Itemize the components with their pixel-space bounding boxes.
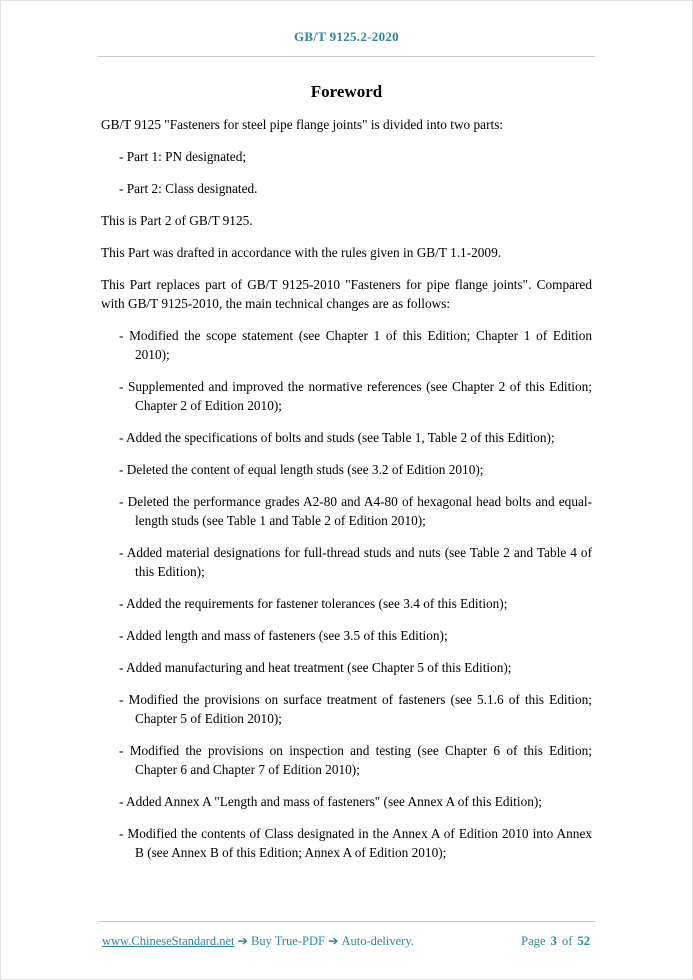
list-item: - Added the requirements for fastener tolerances (see 3.4 of this Edition); (119, 596, 508, 611)
paragraph: This Part was drafted in accordance with the rules given in GB/T 1.1-2009. (101, 245, 502, 260)
list-item: - Part 2: Class designated. (119, 181, 258, 196)
buy-true-pdf-label: Buy True-PDF (250, 934, 325, 948)
page-indicator (520, 934, 591, 949)
list-item: - Supplemented and improved the normative references (see Chapter 2 of this Edition; Chapter 2 of Edition 2010); (119, 379, 592, 413)
list-item: - Modified the contents of Class designated in the Annex A of Edition 2010 into Annex B (see Annex B of this Edition; Annex A of Edition 2010); (119, 826, 592, 860)
paragraph: GB/T 9125 "Fasteners for steel pipe flange joints" is divided into two parts: (101, 117, 504, 132)
list-item: - Added the specifications of bolts and studs (see Table 1, Table 2 of this Edition); (119, 430, 555, 445)
list-item: - Part 1: PN designated; (119, 149, 247, 164)
auto-delivery-label: Auto-delivery. (341, 934, 414, 948)
list-item: - Added material designations for full-thread studs and nuts (see Table 2 and Table 4 of this Edition); (119, 545, 592, 579)
content-area (101, 115, 592, 862)
of-label: of (561, 934, 573, 948)
list-item: - Modified the provisions on inspection and testing (see Chapter 6 of this Edition; Chapter 6 and Chapter 7 of Edition 2010); (119, 743, 592, 777)
arrow-icon: ➔ (237, 934, 248, 948)
list-item: - Added length and mass of fasteners (see 3.5 of this Edition); (119, 628, 448, 643)
footer-left (102, 933, 414, 949)
document-body (1, 57, 692, 921)
list-item: - Modified the scope statement (see Chapter 1 of this Edition; Chapter 1 of Edition 2010); (119, 328, 592, 362)
arrow-icon: ➔ (327, 934, 339, 948)
list-item: - Added manufacturing and heat treatment (see Chapter 5 of this Edition); (119, 660, 512, 675)
list-item: - Deleted the content of equal length studs (see 3.2 of Edition 2010); (119, 462, 484, 477)
site-link[interactable]: www.ChineseStandard.net (102, 934, 235, 948)
paragraph: This is Part 2 of GB/T 9125. (101, 213, 253, 228)
list-item: - Modified the provisions on surface treatment of fasteners (see 5.1.6 of this Edition; Chapter 5 of Edition 2010); (119, 692, 592, 726)
total-pages: 52 (577, 934, 590, 948)
doc-number: GB/T 9125.2-2020 (294, 29, 399, 44)
page-number: 3 (550, 934, 557, 948)
page-footer (1, 921, 692, 979)
list-item: - Added Annex A "Length and mass of fasteners" (see Annex A of this Edition); (119, 794, 542, 809)
page-title: Foreword (310, 82, 383, 101)
paragraph: This Part replaces part of GB/T 9125-2010 "Fasteners for pipe flange joints". Compared with GB/T 9125-2010, the main technical changes are as follows: (101, 277, 592, 311)
page-label: Page (521, 934, 546, 948)
page-header (1, 1, 692, 57)
list-item: - Deleted the performance grades A2-80 and A4-80 of hexagonal head bolts and equal-length studs (see Table 1 and Table 2 of Edition 2010); (119, 494, 592, 528)
footer-row (98, 922, 595, 949)
